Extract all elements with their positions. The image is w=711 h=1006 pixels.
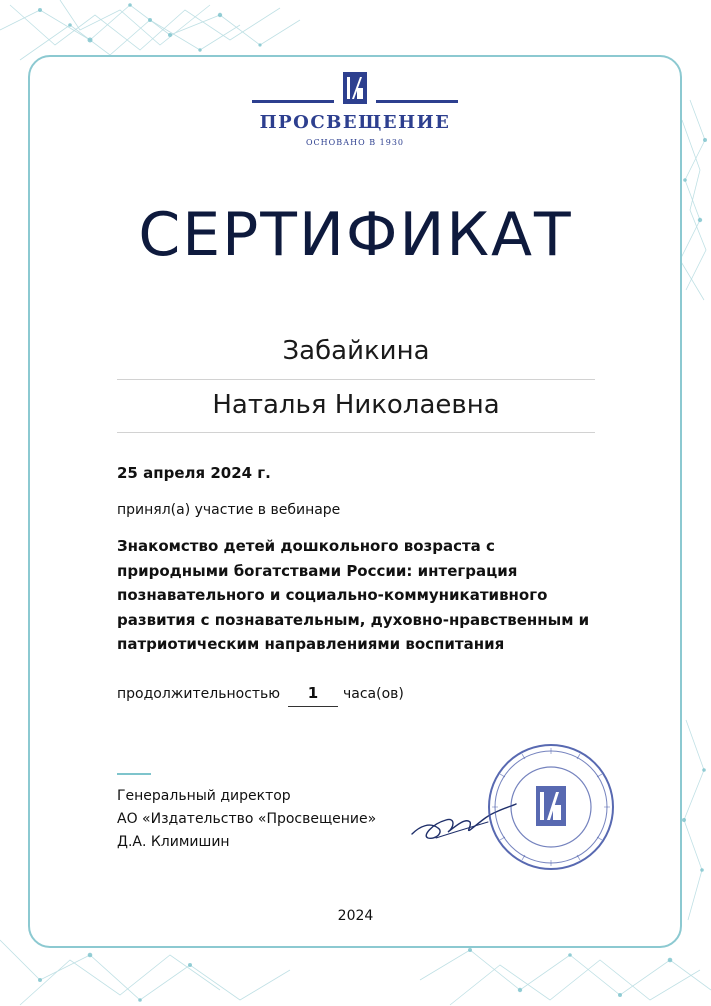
- signatory-divider: [117, 773, 151, 775]
- certificate-title: СЕРТИФИКАТ: [138, 200, 573, 270]
- logo-rule-right: [376, 100, 458, 103]
- event-date: 25 апреля 2024 г.: [117, 464, 271, 482]
- duration-unit: часа(ов): [343, 686, 404, 702]
- recipient-given-names: Наталья Николаевна: [117, 390, 595, 433]
- publisher-emblem-icon: [343, 72, 367, 104]
- publisher-name: ПРОСВЕЩЕНИЕ: [259, 112, 451, 133]
- publisher-stamp-icon: [486, 742, 616, 872]
- duration-value: 1: [288, 684, 338, 707]
- logo-rule-left: [252, 100, 334, 103]
- certificate-year: 2024: [337, 908, 374, 924]
- participation-text: принял(а) участие в вебинаре: [117, 502, 341, 518]
- recipient-surname: Забайкина: [117, 336, 595, 380]
- publisher-tagline: ОСНОВАНО В 1930: [305, 138, 404, 147]
- publisher-logo: [252, 72, 458, 152]
- signatory-name: Д.А. Климишин: [117, 834, 230, 850]
- signatory-position: Генеральный директор: [117, 788, 291, 804]
- webinar-title: Знакомство детей дошкольного возраста с природными богатствами России: интеграция познавательного и социально-коммуникативного развития с познавательным, духовно-нравственным и патриотическим направлениями воспитания: [117, 537, 590, 653]
- signatory-organization: АО «Издательство «Просвещение»: [117, 811, 377, 827]
- duration-label: продолжительностью: [117, 686, 281, 702]
